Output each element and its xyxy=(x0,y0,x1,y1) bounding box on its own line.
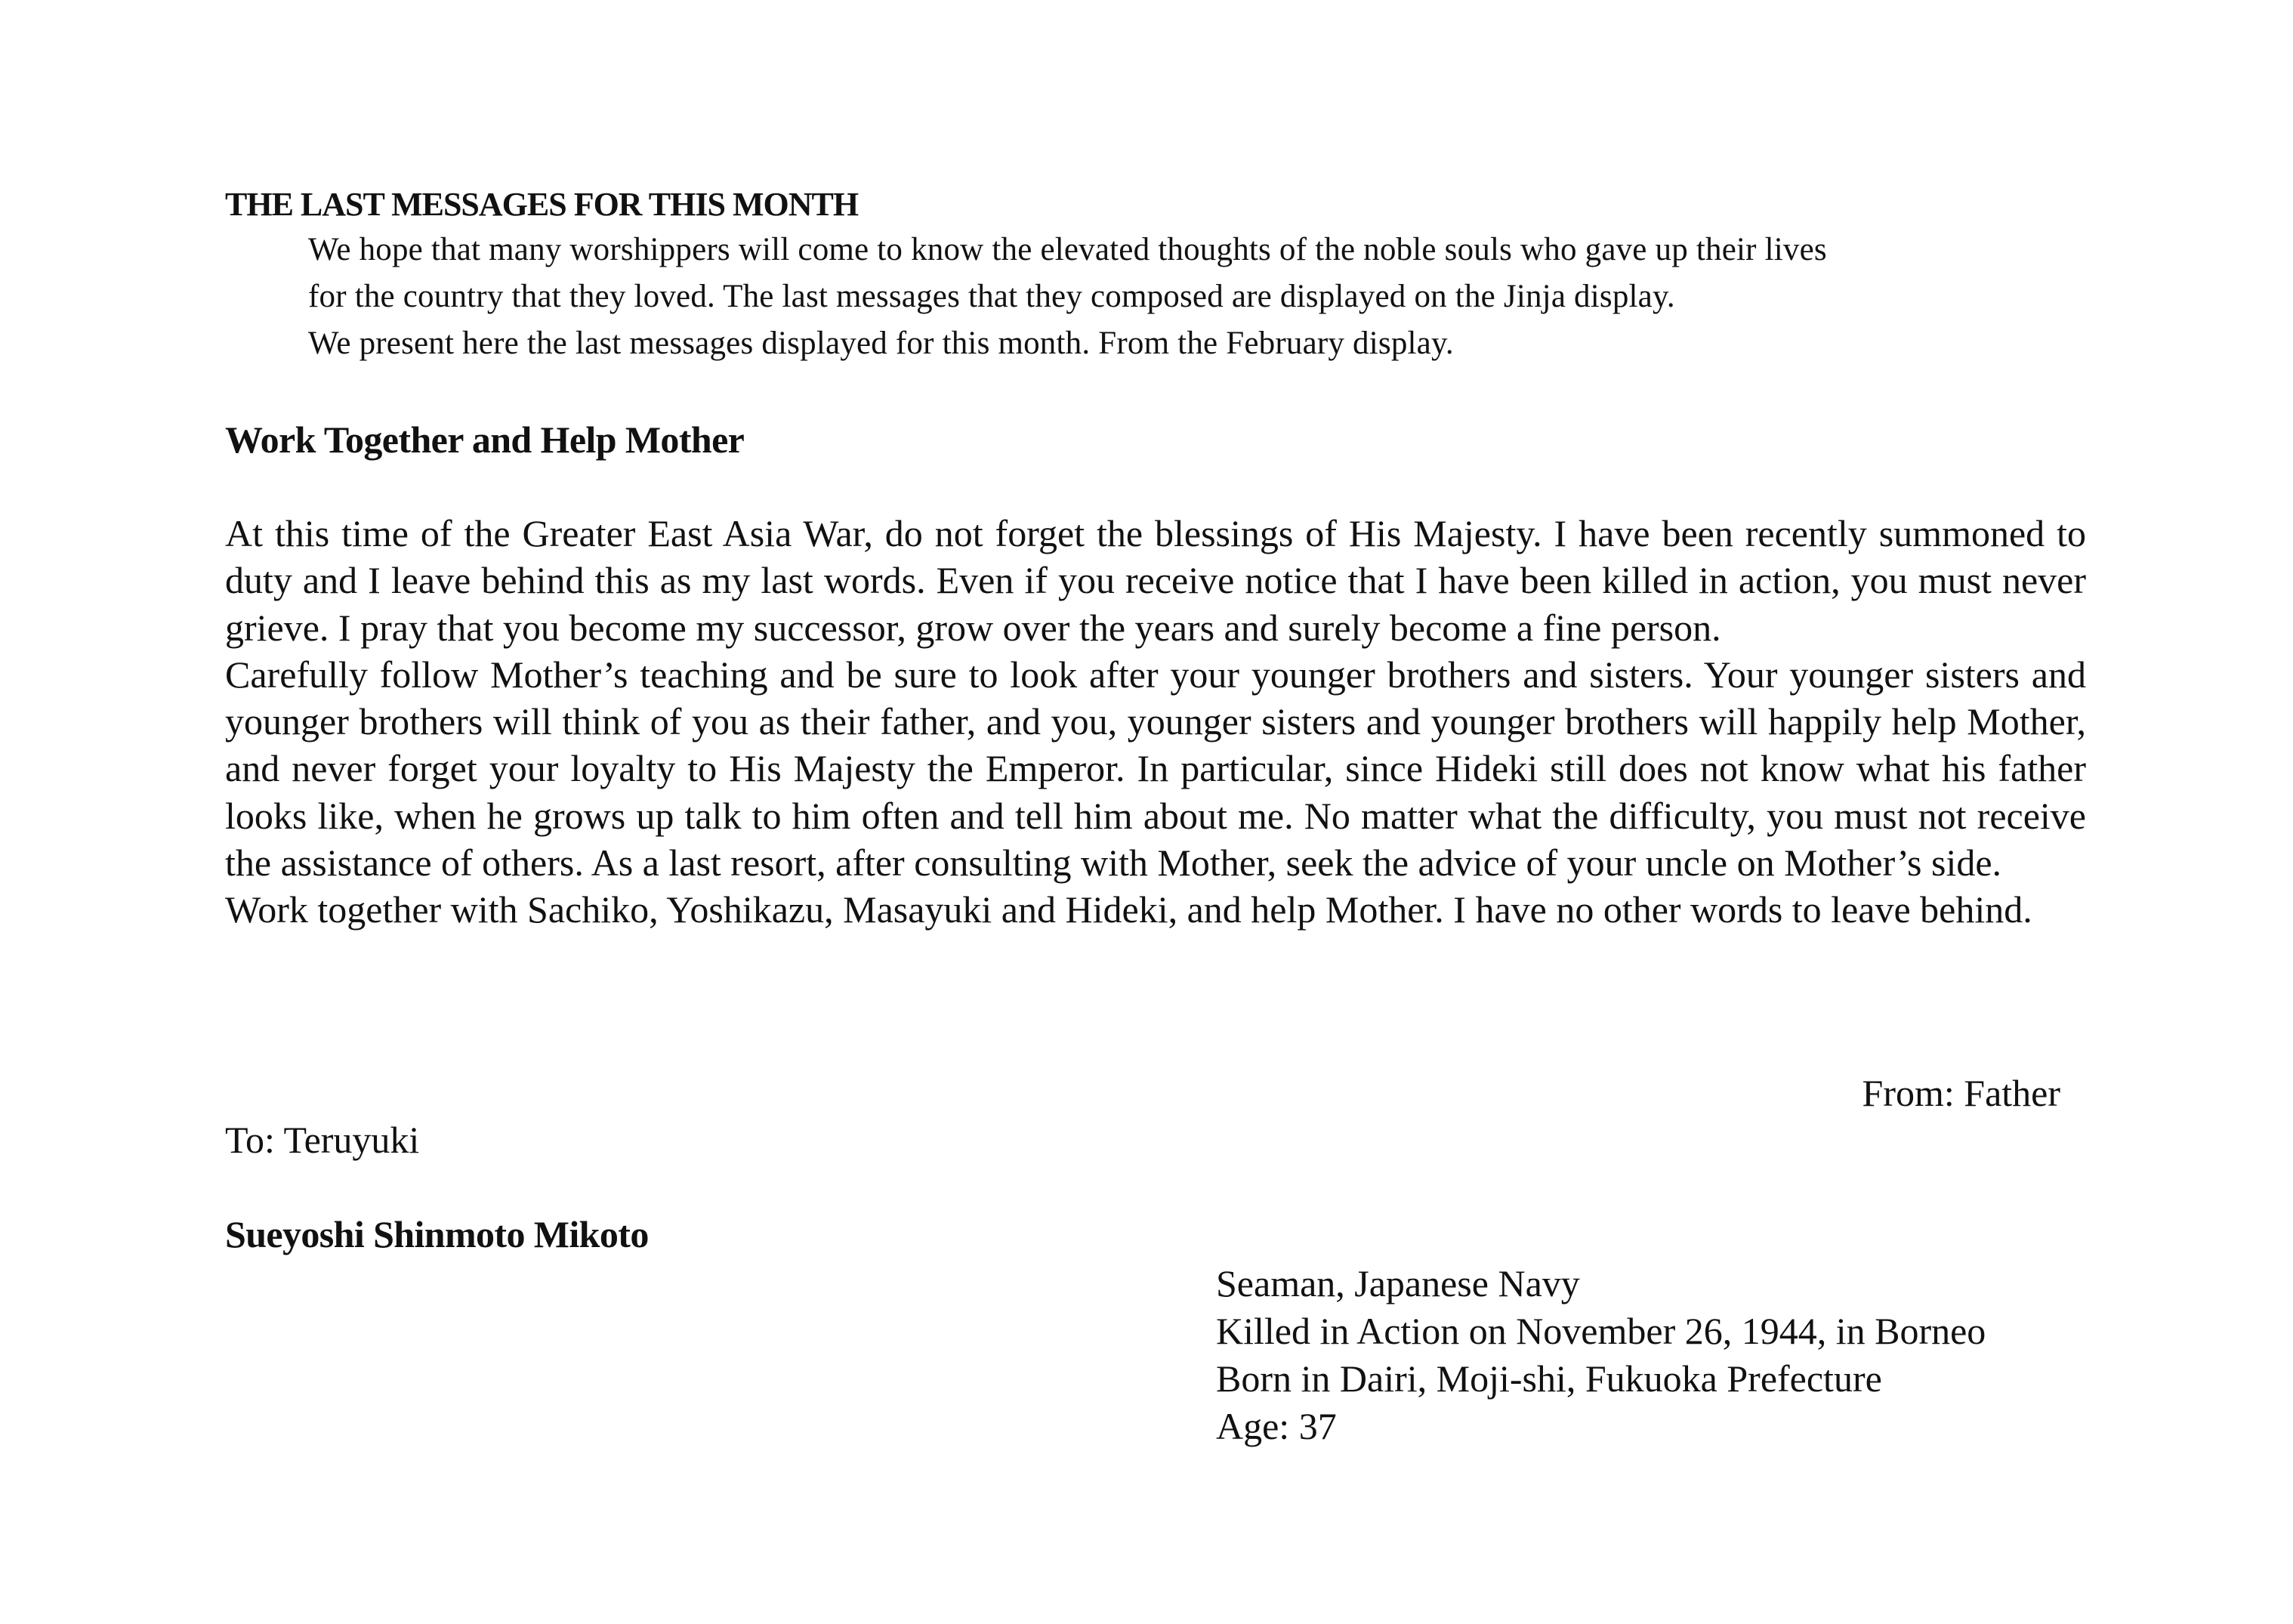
author-name: Sueyoshi Shinmoto Mikoto xyxy=(225,1213,649,1255)
intro-body xyxy=(308,227,2113,367)
intro-line: We hope that many worshippers will come to know the elevated thoughts of the noble souls who gave up their lives xyxy=(308,232,1827,267)
author-birthplace: Born in Dairi, Moji-shi, Fukuoka Prefecture xyxy=(1216,1357,1882,1400)
letter-signature-from: From: Father xyxy=(1862,1072,2060,1114)
letter-paragraph: Carefully follow Mother’s teaching and be sure to look after your younger brothers and sisters. Your younger sisters and younger brothers will think of you as their father, and you, younger sisters and younger brothers will happily help Mother, and never forget your loyalty to His Majesty the Emperor. In particular, since Hideki still does not know what his father looks like, when he grows up talk to him often and tell him about me. No matter what the difficulty, you must not receive the assistance of others. As a last resort, after consulting with Mother, seek the advice of your uncle on Mother’s side. xyxy=(225,653,2086,885)
letter-recipient-to: To: Teruyuki xyxy=(225,1119,420,1161)
letter-body xyxy=(225,510,2086,934)
intro-line: We present here the last messages displayed for this month. From the February display. xyxy=(308,326,1454,361)
letter-paragraph: Work together with Sachiko, Yoshikazu, Masayuki and Hideki, and help Mother. I have no other words to leave behind. xyxy=(225,888,2032,931)
author-details xyxy=(1216,1260,1986,1450)
author-rank: Seaman, Japanese Navy xyxy=(1216,1262,1580,1304)
author-death: Killed in Action on November 26, 1944, in Borneo xyxy=(1216,1310,1986,1352)
intro-line: for the country that they loved. The last messages that they composed are displayed on the Jinja display. xyxy=(308,279,1675,314)
letter-title: Work Together and Help Mother xyxy=(225,418,745,461)
intro-heading: THE LAST MESSAGES FOR THIS MONTH xyxy=(225,186,859,223)
letter-paragraph: At this time of the Greater East Asia War, do not forget the blessings of His Majesty. I have been recently summoned to duty and I leave behind this as my last words. Even if you receive notice that I have been killed in action, you must never grieve. I pray that you become my successor, grow over the years and surely become a fine person. xyxy=(225,512,2086,649)
intro-section xyxy=(225,183,2113,367)
author-age: Age: 37 xyxy=(1216,1405,1337,1447)
